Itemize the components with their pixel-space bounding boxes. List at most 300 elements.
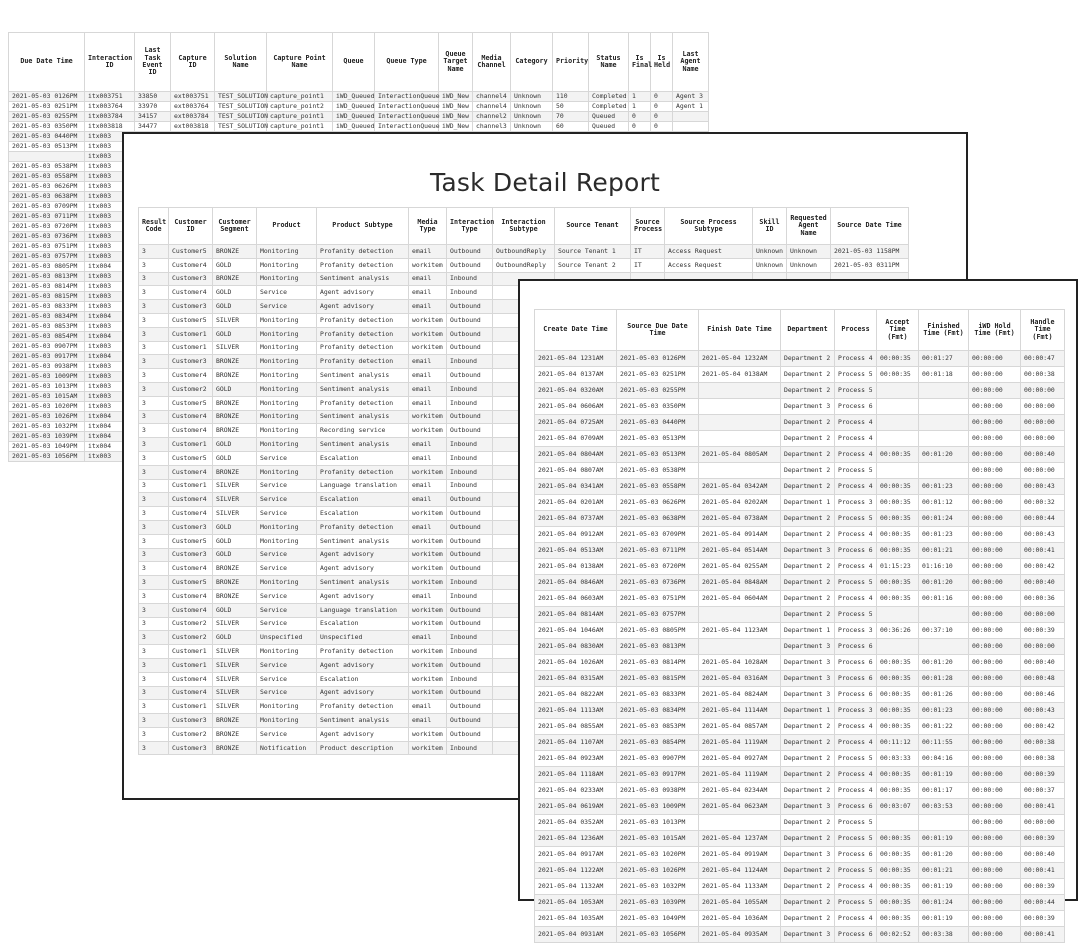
table-cell: 2021-05-04 0931AM (535, 927, 617, 943)
table-cell: 00:00:43 (1021, 479, 1065, 495)
table-cell: 2021-05-03 0834PM (617, 703, 699, 719)
table-cell: Department 2 (781, 463, 835, 479)
table-cell: Agent advisory (317, 286, 409, 300)
table-cell: 2021-05-03 0813PM (9, 272, 85, 282)
table-cell: Department 3 (781, 671, 835, 687)
table-cell: capture_point1 (267, 92, 333, 102)
table-cell: 00:00:35 (877, 495, 919, 511)
table-cell: 00:00:35 (877, 671, 919, 687)
table-cell: Department 3 (781, 639, 835, 655)
table-row (139, 258, 909, 272)
table-cell: itx003 (85, 232, 135, 242)
table-cell: Customer5 (169, 576, 213, 590)
table-cell: 2021-05-03 0126PM (617, 351, 699, 367)
table-cell: 2021-05-03 1032PM (9, 422, 85, 432)
table-row (535, 623, 1065, 639)
table-cell: Customer1 (169, 658, 213, 672)
table-cell: Unknown (753, 245, 787, 259)
table-cell: itx003 (85, 152, 135, 162)
table-cell (919, 463, 969, 479)
table-cell: 00:00:35 (877, 767, 919, 783)
column-header: Category (511, 33, 553, 92)
table-cell: Department 3 (781, 655, 835, 671)
table-cell: itx003 (85, 322, 135, 332)
table-cell: 3 (139, 672, 169, 686)
table-cell: Department 2 (781, 479, 835, 495)
table-cell: 2021-05-03 0711PM (9, 212, 85, 222)
column-header: Source Process (631, 208, 665, 245)
table-cell: Agent advisory (317, 686, 409, 700)
table-cell: Unknown (511, 122, 553, 132)
table-cell: 00:00:00 (969, 383, 1021, 399)
table-cell: Service (257, 286, 317, 300)
table-cell: 00:00:35 (877, 367, 919, 383)
table-cell: Inbound (447, 286, 493, 300)
table-cell: 2021-05-04 0137AM (535, 367, 617, 383)
table-cell: 3 (139, 727, 169, 741)
table-row (535, 367, 1065, 383)
table-cell: 2021-05-04 0619AM (535, 799, 617, 815)
table-cell: Department 2 (781, 831, 835, 847)
table-cell (877, 815, 919, 831)
table-cell: 2021-05-03 0833PM (9, 302, 85, 312)
table-cell: Service (257, 589, 317, 603)
table-cell: 3 (139, 548, 169, 562)
table-cell: Customer2 (169, 631, 213, 645)
table-cell: Inbound (447, 438, 493, 452)
table-cell: Monitoring (257, 576, 317, 590)
table-cell: workitem (409, 534, 447, 548)
table-cell: 00:00:38 (1021, 735, 1065, 751)
table-cell: itx003 (85, 392, 135, 402)
table-cell: itx003784 (85, 112, 135, 122)
table-cell: 2021-05-03 0907PM (9, 342, 85, 352)
table-cell: Department 2 (781, 863, 835, 879)
table-cell: 1 (629, 92, 651, 102)
table-cell: 00:01:28 (919, 671, 969, 687)
table-row (9, 102, 709, 112)
table-row (535, 735, 1065, 751)
table-cell: 2021-05-03 0538PM (617, 463, 699, 479)
table-cell: 3 (139, 534, 169, 548)
table-row (535, 671, 1065, 687)
table-cell: iWD_Queued (333, 122, 375, 132)
table-cell: itx004 (85, 432, 135, 442)
table-row (535, 927, 1065, 943)
table-cell: 2021-05-04 1119AM (699, 767, 781, 783)
table-cell: 2021-05-04 0807AM (535, 463, 617, 479)
table-cell: Agent advisory (317, 562, 409, 576)
table-cell: itx004 (85, 262, 135, 272)
table-cell: Process 5 (835, 463, 877, 479)
table-cell: 3 (139, 700, 169, 714)
table-cell: 00:00:00 (969, 351, 1021, 367)
table-cell: 2021-05-04 1132AM (535, 879, 617, 895)
table-cell: 2021-05-04 0846AM (535, 575, 617, 591)
table-cell: 2021-05-03 0907PM (617, 751, 699, 767)
table-cell: Unknown (787, 258, 831, 272)
table-cell: 00:00:00 (969, 575, 1021, 591)
table-cell: 2021-05-03 0558PM (9, 172, 85, 182)
table-cell: Department 2 (781, 783, 835, 799)
column-header: Requested Agent Name (787, 208, 831, 245)
table-cell: Service (257, 300, 317, 314)
table-cell: Process 5 (835, 831, 877, 847)
column-header: Source Date Time (831, 208, 909, 245)
table-cell: itx003 (85, 292, 135, 302)
table-cell: Process 6 (835, 847, 877, 863)
report-title: Task Detail Report (430, 168, 660, 197)
table-cell: 2021-05-04 0603AM (535, 591, 617, 607)
table-cell: 3 (139, 576, 169, 590)
column-header: Create Date Time (535, 310, 617, 351)
table-cell: 3 (139, 631, 169, 645)
table-cell: itx003 (85, 342, 135, 352)
table-cell: Service (257, 672, 317, 686)
table-cell: Access Request (665, 258, 753, 272)
table-cell: Profanity detection (317, 465, 409, 479)
table-cell: 2021-05-04 1113AM (535, 703, 617, 719)
table-cell (919, 639, 969, 655)
table-cell: Language translation (317, 603, 409, 617)
table-cell: Monitoring (257, 341, 317, 355)
table-cell: workitem (409, 727, 447, 741)
table-row (535, 767, 1065, 783)
table-cell: 2021-05-04 0805AM (699, 447, 781, 463)
table-cell: email (409, 396, 447, 410)
table-cell: 00:00:00 (969, 463, 1021, 479)
table-cell: GOLD (213, 451, 257, 465)
column-header: Media Channel (473, 33, 511, 92)
table-cell: 2021-05-03 1013PM (617, 815, 699, 831)
table-cell: 2021-05-03 0834PM (9, 312, 85, 322)
table-cell: 2021-05-03 1026PM (617, 863, 699, 879)
table-cell: itx003 (85, 142, 135, 152)
table-cell: 2021-05-04 0201AM (535, 495, 617, 511)
table-cell: 3 (139, 465, 169, 479)
table-cell: Inbound (447, 355, 493, 369)
table-cell: 3 (139, 245, 169, 259)
table-cell: 00:00:00 (969, 703, 1021, 719)
table-cell: 2021-05-04 1118AM (535, 767, 617, 783)
table-cell: BRONZE (213, 714, 257, 728)
table-cell: Product description (317, 741, 409, 755)
column-header: Source Due Date Time (617, 310, 699, 351)
table-cell: Outbound (447, 424, 493, 438)
table-cell: Unknown (787, 245, 831, 259)
table-cell: 2021-05-03 1039PM (9, 432, 85, 442)
table-cell: Sentiment analysis (317, 714, 409, 728)
table-cell: Monitoring (257, 438, 317, 452)
table-cell: Outbound (447, 548, 493, 562)
table-cell: 00:00:43 (1021, 527, 1065, 543)
table-cell: 2021-05-04 0606AM (535, 399, 617, 415)
column-header: Priority (553, 33, 589, 92)
table-cell: Recording service (317, 424, 409, 438)
table-cell: ext003751 (171, 92, 215, 102)
table-cell: Outbound (447, 714, 493, 728)
table-row (535, 543, 1065, 559)
table-cell: Process 5 (835, 511, 877, 527)
table-cell: 2021-05-03 1013PM (9, 382, 85, 392)
column-header: Customer Segment (213, 208, 257, 245)
table-cell: IT (631, 258, 665, 272)
table-cell: Inbound (447, 272, 493, 286)
table-cell: itx004 (85, 332, 135, 342)
table-cell: workitem (409, 410, 447, 424)
table-cell: 00:01:20 (919, 447, 969, 463)
table-cell: 00:00:00 (969, 719, 1021, 735)
table-cell: Process 4 (835, 767, 877, 783)
table-cell: 34477 (135, 122, 171, 132)
table-cell: itx003 (85, 382, 135, 392)
table-cell: GOLD (213, 603, 257, 617)
table-cell: capture_point2 (267, 102, 333, 112)
table-cell: iWD_New (439, 92, 473, 102)
table-cell: 2021-05-04 1133AM (699, 879, 781, 895)
table-cell: 00:00:00 (1021, 815, 1065, 831)
table-cell: GOLD (213, 548, 257, 562)
table-cell: 00:00:41 (1021, 927, 1065, 943)
table-row (535, 799, 1065, 815)
table-cell: 00:00:41 (1021, 799, 1065, 815)
table-cell: email (409, 382, 447, 396)
table-cell: 2021-05-04 0927AM (699, 751, 781, 767)
table-cell: 00:00:35 (877, 527, 919, 543)
table-cell: 00:01:23 (919, 527, 969, 543)
table-cell: Sentiment analysis (317, 438, 409, 452)
table-cell: 00:00:00 (969, 783, 1021, 799)
column-header: Last Task Event ID (135, 33, 171, 92)
column-header: Queue (333, 33, 375, 92)
table-cell: 00:01:21 (919, 543, 969, 559)
table-cell: Customer3 (169, 272, 213, 286)
table-cell: 2021-05-03 0736PM (9, 232, 85, 242)
table-cell: Customer4 (169, 562, 213, 576)
table-cell: Inbound (447, 479, 493, 493)
table-cell: itx003 (85, 222, 135, 232)
table-cell: 01:16:10 (919, 559, 969, 575)
table-cell: 2021-05-04 0352AM (535, 815, 617, 831)
table-cell: 2021-05-03 0513PM (9, 142, 85, 152)
table-cell: Service (257, 658, 317, 672)
table-cell: workitem (409, 686, 447, 700)
table-cell: 3 (139, 507, 169, 521)
table-cell: BRONZE (213, 355, 257, 369)
table-cell: 00:00:35 (877, 895, 919, 911)
table-cell: Outbound (447, 603, 493, 617)
table-cell: Customer5 (169, 451, 213, 465)
table-cell: 00:00:44 (1021, 895, 1065, 911)
table-cell: 2021-05-04 0623AM (699, 799, 781, 815)
table-cell: BRONZE (213, 272, 257, 286)
table-cell: 2021-05-04 0914AM (699, 527, 781, 543)
table-cell: Process 5 (835, 815, 877, 831)
table-cell: Monitoring (257, 355, 317, 369)
table-cell: 2021-05-03 0853PM (617, 719, 699, 735)
table-cell: Monitoring (257, 396, 317, 410)
table-cell: 00:01:20 (919, 575, 969, 591)
table-cell: BRONZE (213, 741, 257, 755)
table-cell: 00:01:20 (919, 847, 969, 863)
table-cell: email (409, 369, 447, 383)
table-cell: BRONZE (213, 410, 257, 424)
table-cell: Customer4 (169, 410, 213, 424)
table-row (535, 463, 1065, 479)
table-cell: workitem (409, 327, 447, 341)
table-cell: 2021-05-03 1020PM (617, 847, 699, 863)
table-cell: Department 2 (781, 575, 835, 591)
table-cell: Language translation (317, 479, 409, 493)
table-cell: 2021-05-03 0854PM (9, 332, 85, 342)
table-cell: Customer2 (169, 382, 213, 396)
table-cell: 33970 (135, 102, 171, 112)
table-cell: Monitoring (257, 520, 317, 534)
table-cell: 00:11:12 (877, 735, 919, 751)
column-header: Solution Name (215, 33, 267, 92)
table-cell: 34157 (135, 112, 171, 122)
table-cell: Outbound (447, 341, 493, 355)
column-header: Handle Time (Fmt) (1021, 310, 1065, 351)
table-cell: 3 (139, 617, 169, 631)
table-cell: GOLD (213, 382, 257, 396)
column-header: Queue Type (375, 33, 439, 92)
table-cell: 2021-05-04 0855AM (535, 719, 617, 735)
table-cell: 00:00:35 (877, 575, 919, 591)
table-cell: email (409, 493, 447, 507)
table-cell: 2021-05-04 0341AM (535, 479, 617, 495)
table-cell: 2021-05-03 0311PM (831, 258, 909, 272)
table-cell (919, 415, 969, 431)
table-row (535, 719, 1065, 735)
table-cell: email (409, 438, 447, 452)
table-cell: workitem (409, 741, 447, 755)
table-cell: 00:00:41 (1021, 543, 1065, 559)
table-cell: workitem (409, 562, 447, 576)
table-cell: 00:00:00 (969, 639, 1021, 655)
table-cell (877, 463, 919, 479)
table-cell: 2021-05-04 0255AM (699, 559, 781, 575)
table-row (535, 783, 1065, 799)
table-cell: Process 4 (835, 735, 877, 751)
table-cell: 00:00:40 (1021, 847, 1065, 863)
table-cell: 2021-05-04 1114AM (699, 703, 781, 719)
table-cell: 2021-05-03 0813PM (617, 639, 699, 655)
table-cell: 2021-05-03 0757PM (617, 607, 699, 623)
table-cell: Outbound (447, 369, 493, 383)
table-row (535, 431, 1065, 447)
table-cell: 2021-05-03 0805PM (617, 623, 699, 639)
table-cell: Customer3 (169, 520, 213, 534)
table-cell: 2021-05-03 0720PM (617, 559, 699, 575)
table-cell: TEST_SOLUTION (215, 102, 267, 112)
table-cell: 00:00:00 (969, 623, 1021, 639)
table-cell: 3 (139, 300, 169, 314)
table-cell: itx003818 (85, 122, 135, 132)
table-cell: 00:00:00 (969, 687, 1021, 703)
table-cell: 2021-05-03 0751PM (9, 242, 85, 252)
table-cell: Unspecified (257, 631, 317, 645)
table-cell: 2021-05-04 0234AM (699, 783, 781, 799)
table-cell: 50 (553, 102, 589, 112)
table-cell: Department 1 (781, 623, 835, 639)
table-cell: Department 1 (781, 703, 835, 719)
table-cell: 00:00:35 (877, 719, 919, 735)
table-cell: 00:00:44 (1021, 511, 1065, 527)
table-cell: Outbound (447, 507, 493, 521)
table-cell: workitem (409, 658, 447, 672)
table-cell: Monitoring (257, 369, 317, 383)
table-cell: 00:00:00 (969, 655, 1021, 671)
table-cell: Process 6 (835, 399, 877, 415)
table-cell: 0 (651, 102, 673, 112)
table-cell: Customer4 (169, 286, 213, 300)
table-cell: 00:01:21 (919, 863, 969, 879)
table-cell: 2021-05-04 0709AM (535, 431, 617, 447)
table-header-row (535, 310, 1065, 351)
table-cell: Inbound (447, 382, 493, 396)
table-cell: Service (257, 686, 317, 700)
table-cell: itx004 (85, 422, 135, 432)
table-cell: BRONZE (213, 396, 257, 410)
table-cell: 00:01:19 (919, 831, 969, 847)
table-cell: 00:02:52 (877, 927, 919, 943)
table-cell: Inbound (447, 645, 493, 659)
table-cell: Escalation (317, 507, 409, 521)
table-cell: Process 4 (835, 431, 877, 447)
table-row (9, 112, 709, 122)
table-cell: 00:01:23 (919, 703, 969, 719)
table-cell: email (409, 714, 447, 728)
table-cell: email (409, 451, 447, 465)
table-cell: 2021-05-03 1056PM (617, 927, 699, 943)
table-cell: itx003 (85, 452, 135, 462)
table-cell: 00:00:00 (969, 911, 1021, 927)
table-cell: Monitoring (257, 534, 317, 548)
table-cell: Customer4 (169, 369, 213, 383)
column-header: Customer ID (169, 208, 213, 245)
table-cell: 2021-05-04 0824AM (699, 687, 781, 703)
table-cell: 00:00:00 (969, 399, 1021, 415)
table-cell: iWD_New (439, 102, 473, 112)
table-cell: Process 3 (835, 623, 877, 639)
table-cell: Customer4 (169, 424, 213, 438)
table-cell: 2021-05-03 0350PM (9, 122, 85, 132)
table-cell: 0 (651, 122, 673, 132)
table-cell: 00:00:39 (1021, 879, 1065, 895)
table-cell: itx003 (85, 212, 135, 222)
column-header: Interaction Type (447, 208, 493, 245)
table-cell: Department 2 (781, 447, 835, 463)
table-cell: Service (257, 507, 317, 521)
table-cell: capture_point1 (267, 112, 333, 122)
table-cell: 2021-05-04 1046AM (535, 623, 617, 639)
table-cell: itx004 (85, 412, 135, 422)
table-cell: 3 (139, 313, 169, 327)
table-cell: Process 6 (835, 671, 877, 687)
table-cell: 00:00:39 (1021, 831, 1065, 847)
table-cell: OutboundReply (493, 258, 555, 272)
table-cell: 2021-05-04 1231AM (535, 351, 617, 367)
column-header: Interaction Subtype (493, 208, 555, 245)
table-row (535, 703, 1065, 719)
table-cell: Unspecified (317, 631, 409, 645)
table-cell: 2021-05-04 1119AM (699, 735, 781, 751)
table-cell: Department 3 (781, 927, 835, 943)
table-cell: itx003 (85, 132, 135, 142)
column-header: Interaction ID (85, 33, 135, 92)
table-cell: Inbound (447, 465, 493, 479)
